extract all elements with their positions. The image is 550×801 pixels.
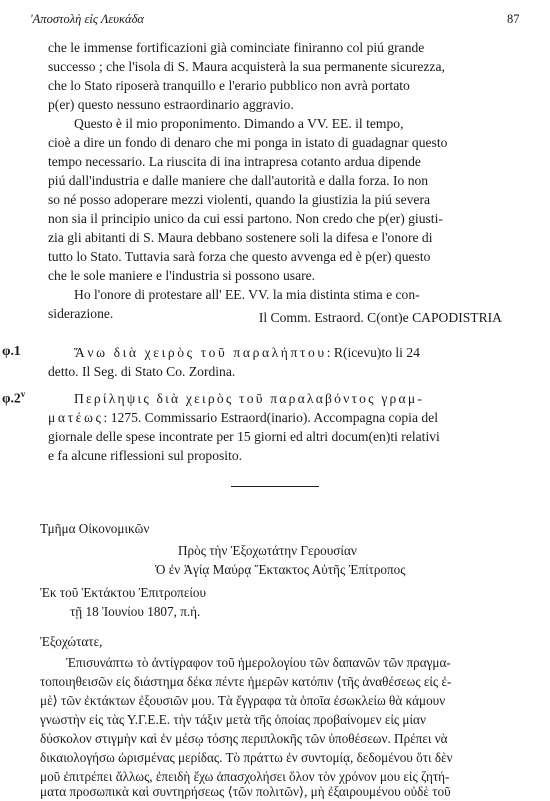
sender: Ὁ ἐν Ἁγίᾳ Μαύρᾳ Ἔκτακτος Αὐτῆς Ἐπίτροπος [155, 562, 406, 577]
note-line: e fa alcune riflessioni sul proposito. [48, 448, 243, 463]
folio-marker-label: φ.2 [2, 390, 21, 406]
text-line: cioè a dire un fondo di denaro che mi ponga in istato di guadagnar questo [48, 135, 448, 150]
text-line: δύσκολον στιγμὴν καὶ ἐν μέσῳ τόσης περιπλοκῆς τῶν ὑποθέσεων. Πρέπει νὰ [40, 731, 448, 746]
text-line: non sia il principio unico da cui essi partono. Non credo che p(er) giusti- [48, 211, 443, 226]
section-heading: Τμῆμα Οἰκονομικῶν [40, 521, 150, 536]
date: τῇ 18 Ἰουνίου 1807, π.ή. [70, 604, 201, 619]
text-line: p(er) questo nessuno estraordinario aggravio. [48, 97, 294, 112]
text-line: μὲ⟩ τῶν ἐκτάκτων ἐξουσιῶν μου. Τὰ ἔγγραφα τὰ ὁποῖα ἐσωκλείω θὰ κάμουν [40, 693, 446, 708]
text-line: τοποιηθεισῶν εἰς διάστημα δέκα πέντε ἡμερῶν κατόπιν ⟨τῆς ἀναθέσεως εἰς ἐ- [40, 674, 452, 689]
folio-marker: φ.1 [2, 343, 21, 358]
text-line: tutto lo Stato. Tuttavia sarà forza che questo avvenga ed è p(er) questo [48, 249, 431, 264]
greek-spaced-text: Ἄνω διὰ χειρὸς τοῦ παραλήπτου [74, 345, 327, 360]
page-number: 87 [507, 12, 520, 26]
text-line: successo ; che l'isola di S. Maura acquisterà la sua permanente sicurezza, [48, 59, 445, 74]
note-text: : 1275. Commissario Estraord(inario). Accompagna copia del [103, 410, 438, 425]
running-title: 'Αποστολὴ εἰς Λευκάδα [30, 12, 144, 26]
text-line: zia gli abitanti di S. Maura debbano sostenere soli la difesa e l'onore di [48, 230, 433, 245]
text-line: che le sole maniere e l'industria si possono usare. [48, 268, 316, 283]
running-header [0, 12, 550, 28]
text-line: Ho l'onore di protestare all' EE. VV. la mia distinta stima e con- [74, 287, 420, 302]
note-line [74, 343, 420, 362]
note-line: detto. Il Seg. di Stato Co. Zordina. [48, 364, 236, 379]
text-line: so né posso adoperare mezzi violenti, quando la giustizia la piú severa [48, 192, 431, 207]
section-divider [231, 486, 319, 487]
text-line: siderazione. [48, 306, 114, 321]
text-line: che lo Stato riposerà tranquillo e l'erario pubblico non avrà portato [48, 78, 410, 93]
text-line: δικαιολογήσω ὡρισμένας μερίδας. Τὸ πράττω ἐν συντομίᾳ, δεδομένου ὅτι δὲν [40, 750, 453, 765]
text-line: piú dall'industria e dalle maniere che dall'autorità e dalla forza. Io non [48, 173, 429, 188]
folio-marker-verso: v [20, 389, 26, 399]
folio-marker [2, 389, 25, 407]
text-line: μοῦ ἐπιτρέπει ἄλλως, ἐπειδὴ ἔχω ἀπασχολήσει ὅλον τὸν χρόνον μου εἰς ζητή- [40, 769, 450, 784]
origin: Ἐκ τοῦ Ἐκτάκτου Ἐπιτροπείου [40, 585, 207, 600]
text-line: ματα προσωπικὰ καὶ συντηρήσεως ⟨τῶν πολιτῶν⟩, μὴ ἐξαιρουμένου οὐδὲ τοῦ [40, 784, 451, 799]
text-line: tempo necessario. La riuscita di ina intrapresa cotanto ardua dipende [48, 154, 421, 169]
note-line [48, 408, 438, 427]
salutation: Ἐξοχώτατε, [40, 634, 103, 649]
signature: Il Comm. Estraord. C(ont)e CAPODISTRIA [258, 310, 502, 325]
text-line: che le immense fortificazioni già cominciate finiranno col piú grande [48, 40, 425, 55]
note-line: giornale delle spese incontrate per 15 giorni ed altri docum(en)ti relativi [48, 429, 440, 444]
text-line: Questo è il mio proponimento. Dimando a VV. EE. il tempo, [74, 116, 404, 131]
text-line: Ἐπισυνάπτω τὸ ἀντίγραφον τοῦ ἡμερολογίου τῶν δαπανῶν τῶν πραγμα- [66, 655, 451, 670]
note-text: : R(icevu)to li 24 [326, 345, 420, 360]
addressee: Πρὸς τὴν Ἐξοχωτάτην Γερουσίαν [178, 543, 357, 558]
text-line: γνωστὴν εἰς τὰς Υ.Γ.Ε.Ε. τὴν τάξιν μετὰ τῆς ὁποίας προβαίνομεν εἰς μίαν [40, 712, 426, 727]
greek-spaced-text: ματέως [48, 410, 104, 425]
greek-spaced-text: Περίληψις διὰ χειρὸς τοῦ παραλαβόντος γραμ- [74, 391, 425, 406]
